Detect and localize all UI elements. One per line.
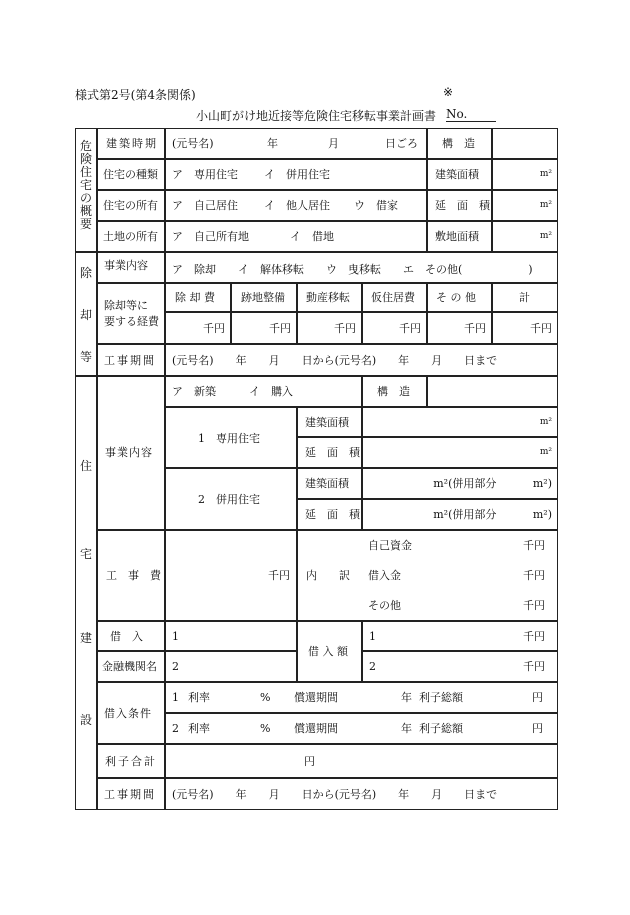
sen-nobe-label: 延 面 積 <box>305 446 360 459</box>
cost-unit: 千円 <box>203 322 225 335</box>
jutaku-period-text: (元号名) 年 月 日から(元号名) 年 月 日まで <box>172 788 498 801</box>
uchiwake-item: 自己資金 <box>368 539 412 552</box>
jokyaku-side-1: 除 <box>80 266 93 280</box>
kiken-shikichi-menseki: 敷地面積 <box>435 230 479 243</box>
amount-1-value[interactable] <box>362 621 558 651</box>
bank-1-num: 1 <box>172 630 179 643</box>
jokyaku-period-value[interactable] <box>165 344 558 376</box>
cost-head-text: 計 <box>519 291 530 304</box>
hei-nobe-unit: m²(併用部分 m²) <box>433 508 552 521</box>
r4-opt-i: イ 借地 <box>290 230 334 243</box>
jokyaku-jigyo-label-cell <box>97 252 165 283</box>
cost-head-atochi <box>231 283 297 312</box>
joken-yen: 円 <box>532 691 543 704</box>
uchiwake-cell[interactable] <box>297 530 558 621</box>
office-use-mark: ※ <box>443 85 454 99</box>
kouji-label-cell <box>97 530 165 621</box>
sen-nobe-label-cell <box>297 437 362 468</box>
jutaku-type-opts: ア 新築 イ 購入 <box>172 385 293 398</box>
bank-1-value[interactable] <box>165 621 297 651</box>
kariire-gaku-label: 借 入 額 <box>308 645 348 658</box>
jutaku-side-3: 建 <box>80 631 93 645</box>
r2-opt-i: イ 併用住宅 <box>264 168 330 181</box>
bank-2-value[interactable] <box>165 651 297 682</box>
kiken-struct-label: 構 造 <box>442 137 475 150</box>
joken-pct: % <box>260 691 271 704</box>
cost-head-jokyaku <box>165 283 231 312</box>
jutaku-side-4: 設 <box>80 713 93 727</box>
kiken-struct-value[interactable] <box>492 128 558 159</box>
amount-1-num: 1 <box>369 630 376 643</box>
hei-area-unit: m²(併用部分 m²) <box>433 477 552 490</box>
hei-nobe-label-cell <box>297 499 362 530</box>
kariire-label: 借 入 <box>110 630 143 643</box>
cost-unit: 千円 <box>334 322 356 335</box>
jokyaku-jigyo-label: 事業内容 <box>104 259 148 272</box>
jutaku-side-1: 住 <box>80 459 93 473</box>
tochi-shoyu-label: 土地の所有 <box>103 230 158 243</box>
jutaku-struct-value[interactable] <box>427 376 558 407</box>
sen-nobe-unit: m² <box>539 447 552 457</box>
hei-area-label: 建築面積 <box>305 477 349 490</box>
r1-month: 月 <box>328 137 339 150</box>
sen-area-label-cell <box>297 407 362 437</box>
kiken-r1-label-cell <box>97 128 165 159</box>
jutaku-period-label-cell <box>97 778 165 810</box>
joken-pct: % <box>260 722 271 735</box>
document-number-label <box>446 107 496 122</box>
uchiwake-item: その他 <box>368 599 401 612</box>
jutaku-side-2: 宅 <box>80 547 93 561</box>
jutaku-struct-label: 構 造 <box>377 385 410 398</box>
kiken-kenchiku-menseki: 建築面積 <box>435 168 479 181</box>
form-number: 様式第2号(第4条関係) <box>75 88 196 102</box>
kariire-label-cell <box>97 621 165 651</box>
document-title: 小山町がけ地近接等危険住宅移転事業計画書 <box>196 109 437 123</box>
cost-unit: 千円 <box>530 322 552 335</box>
joken-label: 借入条件 <box>104 707 152 720</box>
cost-unit: 千円 <box>399 322 421 335</box>
jutaku-type-cell[interactable] <box>165 376 362 407</box>
hei-nobe-label: 延 面 積 <box>305 508 360 521</box>
kiken-r3-area-value[interactable] <box>492 190 558 221</box>
uchiwake-item: 借入金 <box>368 569 401 582</box>
section-jutaku-side <box>75 376 97 810</box>
kiken-r4-area-value[interactable] <box>492 221 558 252</box>
cost-value-kei[interactable] <box>492 312 558 344</box>
amount-2-value[interactable] <box>362 651 558 682</box>
jokyaku-side-3: 等 <box>80 350 93 364</box>
joken-rate: 利率 <box>188 691 210 704</box>
cost-head-text: そ の 他 <box>436 291 476 304</box>
cost-value-sonota[interactable] <box>427 312 492 344</box>
rishi-unit: 円 <box>304 755 315 768</box>
uchiwake-label: 内 訳 <box>306 569 350 582</box>
sen-area-value[interactable] <box>362 407 558 437</box>
rishi-label-cell <box>97 744 165 778</box>
joken-yen: 円 <box>532 722 543 735</box>
hei-jutaku-label-cell <box>165 468 297 530</box>
r3-opt-a: ア 自己居住 <box>172 199 238 212</box>
cost-head-kei <box>492 283 558 312</box>
joken-total: 利子総額 <box>419 691 463 704</box>
plan-form <box>75 128 558 810</box>
kiken-r2-label-cell <box>97 159 165 190</box>
jutaku-shurui-label: 住宅の種類 <box>103 168 158 181</box>
sen-jutaku-label-cell <box>165 407 297 468</box>
kiken-r3-label-cell <box>97 190 165 221</box>
r1-suffix: 日ごろ <box>385 137 418 150</box>
kenchiku-jiki-label: 建築時期 <box>106 137 158 150</box>
bank-2-num: 2 <box>172 660 179 673</box>
joken-label-cell <box>97 682 165 744</box>
hei-area-label-cell <box>297 468 362 499</box>
kiken-r4-area-label-cell <box>427 221 492 252</box>
joken-num: 1 <box>172 691 179 704</box>
kouji-unit: 千円 <box>268 569 290 582</box>
kiken-r3-value-cell[interactable] <box>165 190 427 221</box>
kouji-value[interactable] <box>165 530 297 621</box>
jokyaku-side-2: 却 <box>80 308 93 322</box>
kiken-nobe-menseki: 延 面 積 <box>435 199 490 212</box>
r1-year: 年 <box>267 137 278 150</box>
r3-unit: m² <box>539 200 552 210</box>
kinyu-label: 金融機関名 <box>102 660 157 673</box>
cost-unit: 千円 <box>464 322 486 335</box>
hei-nobe-value[interactable] <box>362 499 558 530</box>
sen-area-unit: m² <box>539 417 552 427</box>
uchiwake-unit: 千円 <box>523 539 545 552</box>
kiken-side-label: 危険住宅の概要 <box>79 139 92 231</box>
kiken-r3-area-label-cell <box>427 190 492 221</box>
jutaku-jigyo-label: 事業内容 <box>105 446 153 459</box>
amount-2-unit: 千円 <box>523 660 545 673</box>
joken-period: 償還期間 <box>294 691 338 704</box>
cost-value-dosan[interactable] <box>297 312 362 344</box>
kouji-label: 工 事 費 <box>106 569 161 582</box>
no-label-text: No. <box>446 107 468 121</box>
r2-unit: m² <box>539 169 552 179</box>
jutaku-struct-label-cell <box>362 376 427 407</box>
hei-area-value[interactable] <box>362 468 558 499</box>
cost-head-text: 動産移転 <box>306 291 350 304</box>
joken-row-1[interactable] <box>165 682 558 713</box>
kiken-struct-label-cell <box>427 128 492 159</box>
kariire-gaku-label-cell <box>297 621 362 682</box>
cost-head-text: 跡地整備 <box>241 291 285 304</box>
kiken-r4-value-cell[interactable] <box>165 221 427 252</box>
cost-head-sonota <box>427 283 492 312</box>
kiken-r2-area-value[interactable] <box>492 159 558 190</box>
jutaku-jigyo-label-cell <box>97 376 165 530</box>
amount-2-num: 2 <box>369 660 376 673</box>
cost-unit: 千円 <box>269 322 291 335</box>
r2-opt-a: ア 専用住宅 <box>172 168 238 181</box>
jokyaku-keihi-label-cell <box>97 283 165 344</box>
cost-head-karijukyo <box>362 283 427 312</box>
cost-head-text: 除 却 費 <box>175 291 215 304</box>
r3-opt-u: ウ 借家 <box>354 199 398 212</box>
joken-total: 利子総額 <box>419 722 463 735</box>
rishi-label: 利子合計 <box>105 755 157 768</box>
keihi-label-1: 除却等に <box>104 299 148 312</box>
r3-opt-i: イ 他人居住 <box>264 199 330 212</box>
cost-head-dosan <box>297 283 362 312</box>
sen-jutaku-label: 1 専用住宅 <box>198 432 260 445</box>
joken-num: 2 <box>172 722 179 735</box>
jutaku-shoyu-label: 住宅の所有 <box>103 199 158 212</box>
cost-value-karijukyo[interactable] <box>362 312 427 344</box>
jokyaku-jigyo-opts: ア 除却 イ 解体移転 ウ 曳移転 エ その他( ) <box>172 263 533 276</box>
kiken-r2-area-label-cell <box>427 159 492 190</box>
jutaku-period-label: 工事期間 <box>104 788 156 801</box>
sen-area-label: 建築面積 <box>305 416 349 429</box>
jokyaku-period-label-cell <box>97 344 165 376</box>
amount-1-unit: 千円 <box>523 630 545 643</box>
cost-value-atochi[interactable] <box>231 312 297 344</box>
hei-jutaku-label: 2 併用住宅 <box>198 493 260 506</box>
joken-period: 償還期間 <box>294 722 338 735</box>
joken-year: 年 <box>401 691 412 704</box>
cost-head-text: 仮住居費 <box>371 291 415 304</box>
rishi-value[interactable] <box>165 744 558 778</box>
keihi-label-2: 要する経費 <box>104 315 159 328</box>
kiken-r2-value-cell[interactable] <box>165 159 427 190</box>
section-kiken-side <box>75 128 97 252</box>
jokyaku-period-text: (元号名) 年 月 日から(元号名) 年 月 日まで <box>172 354 498 367</box>
r4-opt-a: ア 自己所有地 <box>172 230 249 243</box>
r4-unit: m² <box>539 231 552 241</box>
r1-era: (元号名) <box>172 137 214 150</box>
jutaku-period-value[interactable] <box>165 778 558 810</box>
joken-year: 年 <box>401 722 412 735</box>
jokyaku-period-label: 工事期間 <box>104 354 156 367</box>
kiken-r4-label-cell <box>97 221 165 252</box>
sen-nobe-value[interactable] <box>362 437 558 468</box>
joken-rate: 利率 <box>188 722 210 735</box>
jokyaku-jigyo-value[interactable] <box>165 252 558 283</box>
cost-value-jokyaku[interactable] <box>165 312 231 344</box>
section-jokyaku-side <box>75 252 97 376</box>
uchiwake-unit: 千円 <box>523 599 545 612</box>
uchiwake-unit: 千円 <box>523 569 545 582</box>
kiken-r1-value-cell[interactable] <box>165 128 427 159</box>
kinyu-label-cell <box>97 651 165 682</box>
joken-row-2[interactable] <box>165 713 558 744</box>
